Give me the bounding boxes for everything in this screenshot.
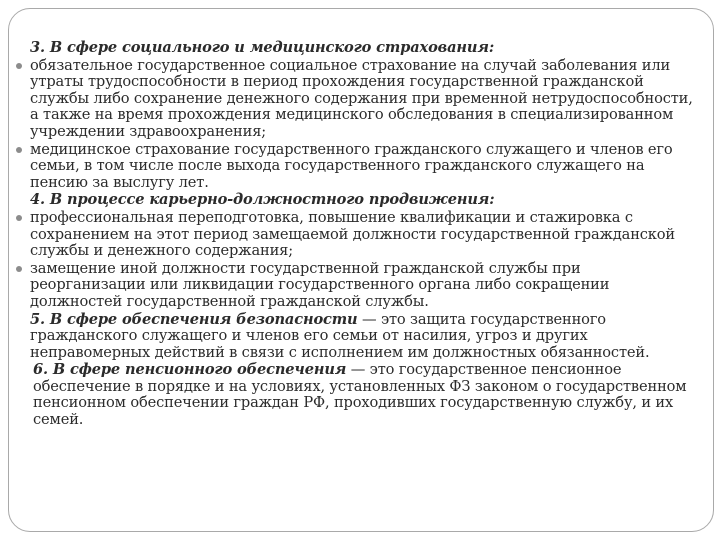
- paragraph-security: [14, 312, 700, 362]
- bullet-text: обязательное государственное социальное страхование на случай заболевания или утраты трудоспособности в период прохождения государственной гражданской службы либо сохранение денежного содержания при временной нетрудоспособности, а также на время прохождения медицинского обследования в специализированном учреждении здравоохранения;: [30, 56, 693, 140]
- bullet-text: замещение иной должности государственной гражданской службы при реорганизации или ликвидации государственного органа либо сокращении должностей государственной гражданской службы.: [30, 259, 610, 310]
- bullet-icon: [16, 147, 22, 153]
- paragraph-security-text: — это защита государственного гражданского служащего и членов его семьи от насилия, угроз и других неправомерных действий в связи с исполнением им должностных обязанностей.: [30, 310, 650, 361]
- bullet-icon: [16, 266, 22, 272]
- paragraph-pension-text: — это государственное пенсионное обеспечение в порядке и на условиях, установленных ФЗ законом о государственном пенсионном обеспечении граждан РФ, проходивших государственную службу, и их семей.: [33, 361, 687, 429]
- paragraph-pension: [14, 362, 700, 428]
- slide-content: [14, 40, 700, 430]
- bullet-icon: [16, 63, 22, 69]
- heading-career-text: 4. В процессе карьерно-должностного продвижения:: [30, 191, 495, 209]
- heading-career: [14, 192, 700, 209]
- bullet-item-reassignment: [14, 261, 700, 311]
- heading-social-insurance-text: 3. В сфере социального и медицинского страхования:: [30, 39, 495, 56]
- bullet-item-state-social-insurance: [14, 58, 700, 141]
- bullet-icon: [16, 215, 22, 221]
- heading-social-insurance: [14, 40, 700, 57]
- bullet-text: профессиональная переподготовка, повышение квалификации и стажировка с сохранением на этот период замещаемой должности государственной гражданской службы и денежного содержания;: [30, 208, 675, 260]
- paragraph-security-title: 5. В сфере обеспечения безопасности: [30, 310, 358, 328]
- paragraph-pension-title: 6. В сфере пенсионного обеспечения: [33, 361, 347, 379]
- bullet-text: медицинское страхование государственного гражданского служащего и членов его семьи, в том числе после выхода государственного гражданского служащего на пенсию за выслугу лет.: [30, 140, 673, 191]
- bullet-item-retraining: [14, 210, 700, 260]
- bullet-item-medical-insurance: [14, 142, 700, 192]
